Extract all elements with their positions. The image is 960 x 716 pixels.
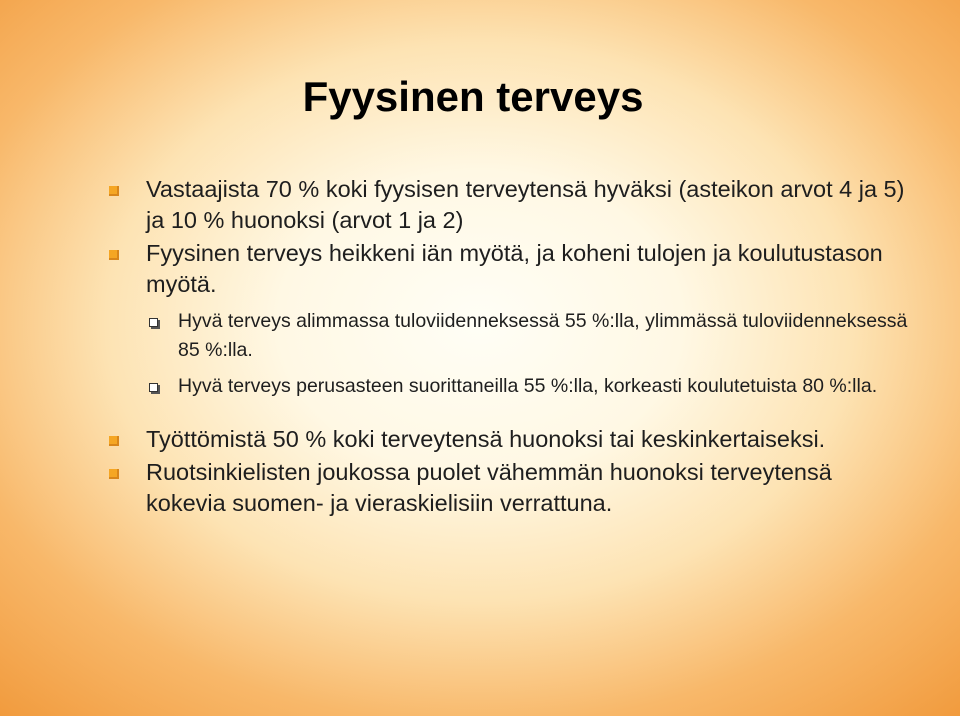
sub-bullet-text: Hyvä terveys perusasteen suorittaneilla 55 %:lla, korkeasti koulutetuista 80 %:lla. [178,375,878,397]
square-bullet-icon [109,469,119,479]
bullet-item [106,174,916,236]
slide-title: Fyysinen terveys [302,73,644,120]
bullet-text: Vastaajista 70 % koki fyysisen terveytensä hyväksi (asteikon arvot 4 ja 5) ja 10 % huonoksi (arvot 1 ja 2) [146,176,905,233]
sub-bullet-item [106,372,916,401]
square-bullet-icon [109,186,119,196]
sub-bullet-item [106,307,916,365]
checkbox-bullet-icon [149,383,158,392]
bullet-list [106,174,916,519]
checkbox-bullet-icon [149,318,158,327]
bullet-text: Ruotsinkielisten joukossa puolet vähemmän huonoksi terveytensä kokevia suomen- ja vieraskielisiin verrattuna. [146,459,832,516]
sub-bullet-text: Hyvä terveys alimmassa tuloviidenneksessä 55 %:lla, ylimmässä tuloviidenneksessä 85 %:lla. [178,310,908,361]
bullet-text: Fyysinen terveys heikkeni iän myötä, ja koheni tulojen ja koulutustason myötä. [146,240,883,297]
bullet-item [106,424,916,455]
bullet-item [106,457,916,519]
square-bullet-icon [109,436,119,446]
bullet-text: Työttömistä 50 % koki terveytensä huonoksi tai keskinkertaiseksi. [146,426,826,452]
bullet-item [106,238,916,300]
square-bullet-icon [109,250,119,260]
